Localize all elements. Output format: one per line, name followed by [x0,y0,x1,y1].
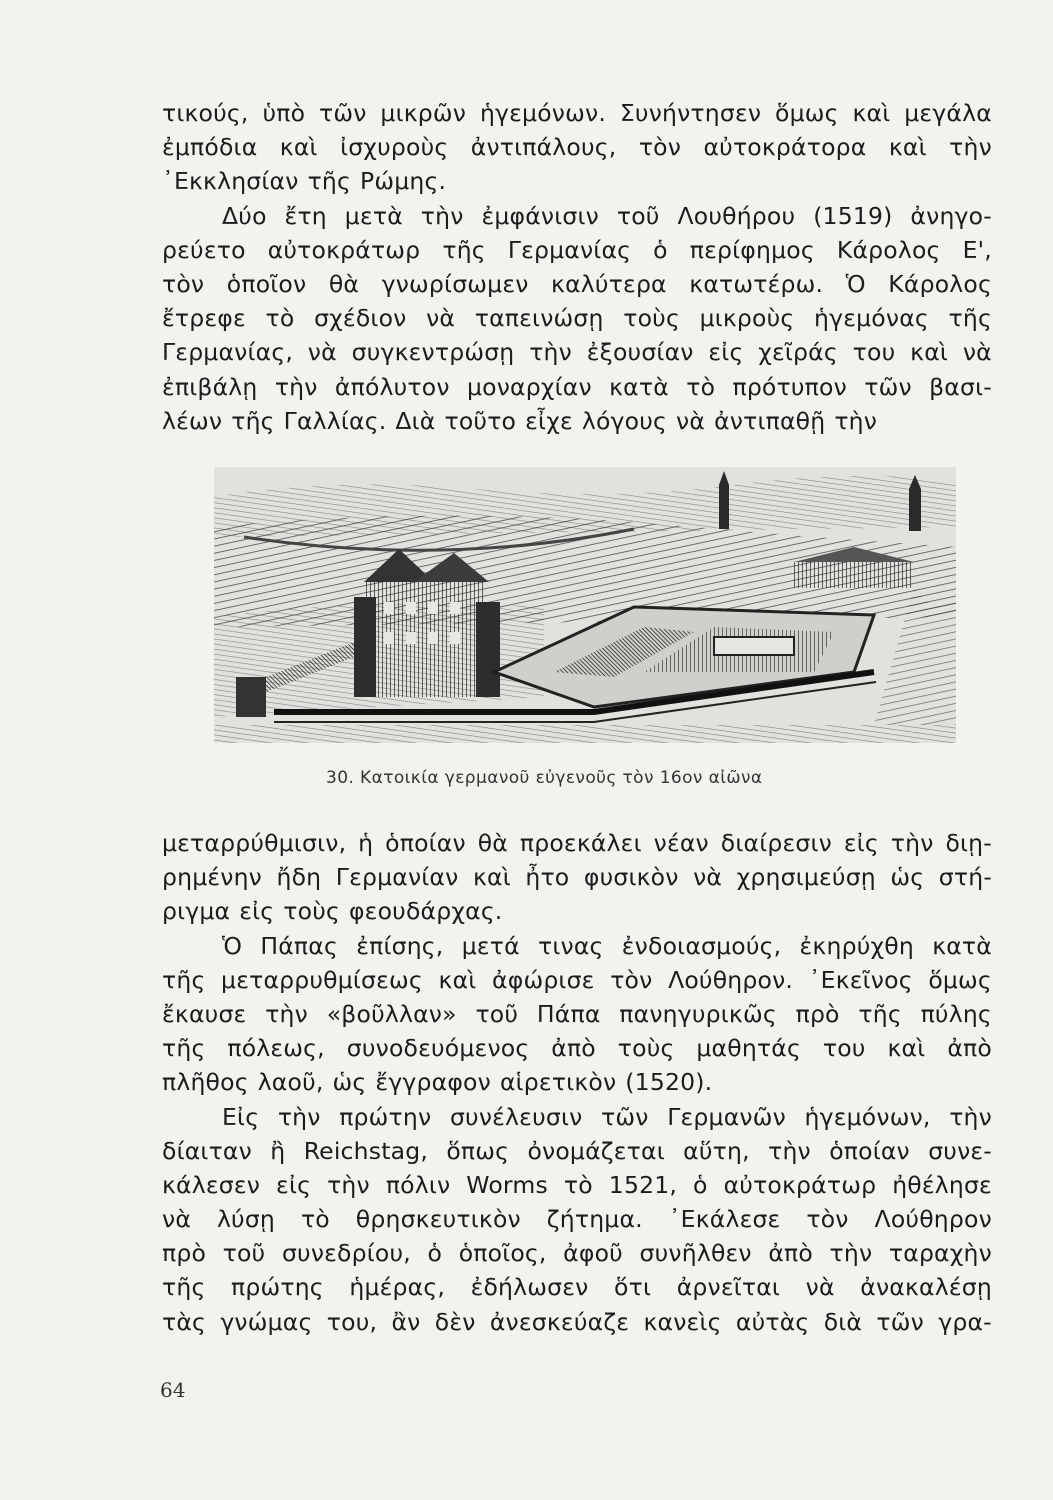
text-line: πλῆθος λαοῦ, ὡς ἔγγραφον αἱρετικὸν (1520). [162,1068,713,1097]
text-line: τὰς γνώμας του, ἂν δὲν ἀνεσκεύαζε κανεὶς αὐτὰς διὰ τῶν γρα- [162,1307,992,1336]
text-line: ἔκαυσε τὴν «βοῦλλαν» τοῦ Πάπα πανηγυρικῶς πρὸ τῆς πύλης [162,999,992,1028]
text-line: Γερμανίας, νὰ συγκεντρώσῃ τὴν ἐξουσίαν εἰς χεῖράς του καὶ νὰ [162,338,992,367]
manor-house-engraving [214,467,956,743]
page-number: 64 [160,1378,186,1402]
figure-caption: 30. Κατοικία γερμανοῦ εὐγενοῦς τὸν 16ον αἰῶνα [326,768,763,788]
text-line: Εἰς τὴν πρώτην συνέλευσιν τῶν Γερμανῶν ἡγεμόνων, τὴν [222,1102,992,1131]
text-line: κάλεσεν εἰς τὴν πόλιν Worms τὸ 1521, ὁ αὐτοκράτωρ ἠθέλησε [162,1170,992,1199]
text-line: ριγμα εἰς τοὺς φεουδάρχας. [162,897,503,926]
text-line: ἔτρεφε τὸ σχέδιον νὰ ταπεινώσῃ τοὺς μικροὺς ἡγεμόνας τῆς [162,304,992,333]
text-line: ἐμπόδια καὶ ἰσχυροὺς ἀντιπάλους, τὸν αὐτοκράτορα καὶ τὴν [162,133,992,162]
text-line: Δύο ἔτη μετὰ τὴν ἐμφάνισιν τοῦ Λουθήρου (1519) ἀνηγο- [222,201,992,230]
text-line: ᾿Εκκλησίαν τῆς Ρώμης. [162,167,447,196]
text-block-top [162,96,992,438]
text-line: ρημένην ἤδη Γερμανίαν καὶ ἦτο φυσικὸν νὰ χρησιμεύσῃ ὡς στή- [162,863,992,892]
text-line: πρὸ τοῦ συνεδρίου, ὁ ὁποῖος, ἀφοῦ συνῆλθεν ἀπὸ τὴν ταραχὴν [162,1239,992,1268]
text-line: τῆς πρώτης ἡμέρας, ἐδήλωσεν ὅτι ἀρνεῖται νὰ ἀνακαλέσῃ [162,1273,992,1302]
text-line: τῆς μεταρρυθμίσεως καὶ ἀφώρισε τὸν Λούθηρον. ᾿Εκεῖνος ὅμως [162,965,992,994]
text-line: μεταρρύθμισιν, ἡ ὁποίαν θὰ προεκάλει νέαν διαίρεσιν εἰς τὴν διῃ- [162,829,992,857]
text-line: ἐπιβάλῃ τὴν ἀπόλυτον μοναρχίαν κατὰ τὸ πρότυπον τῶν βασι- [162,372,992,401]
text-line: τῆς πόλεως, συνοδευόμενος ἀπὸ τοὺς μαθητάς του καὶ ἀπὸ [162,1034,992,1063]
text-line: δίαιταν ἢ Reichstag, ὅπως ὀνομάζεται αὕτη, τὴν ὁποίαν συνε- [162,1136,992,1165]
text-line: τὸν ὁποῖον θὰ γνωρίσωμεν καλύτερα κατωτέρω. Ὁ Κάρολος [162,269,992,298]
text-block-bottom [162,826,992,1339]
text-line: Ὁ Πάπας ἐπίσης, μετά τινας ἐνδοιασμούς, ἐκηρύχθη κατὰ [222,931,992,960]
text-line: τικούς, ὑπὸ τῶν μικρῶν ἡγεμόνων. Συνήντησεν ὅμως καὶ μεγάλα [162,99,992,127]
text-line: λέων τῆς Γαλλίας. Διὰ τοῦτο εἶχε λόγους νὰ ἀντιπαθῇ τὴν [162,406,878,435]
text-line: ρεύετο αὐτοκράτωρ τῆς Γερμανίας ὁ περίφημος Κάρολος Ε', [162,235,992,264]
text-line: νὰ λύσῃ τὸ θρησκευτικὸν ζήτημα. ᾿Εκάλεσε τὸν Λούθηρον [162,1205,992,1234]
engraving-illustration [214,467,956,743]
